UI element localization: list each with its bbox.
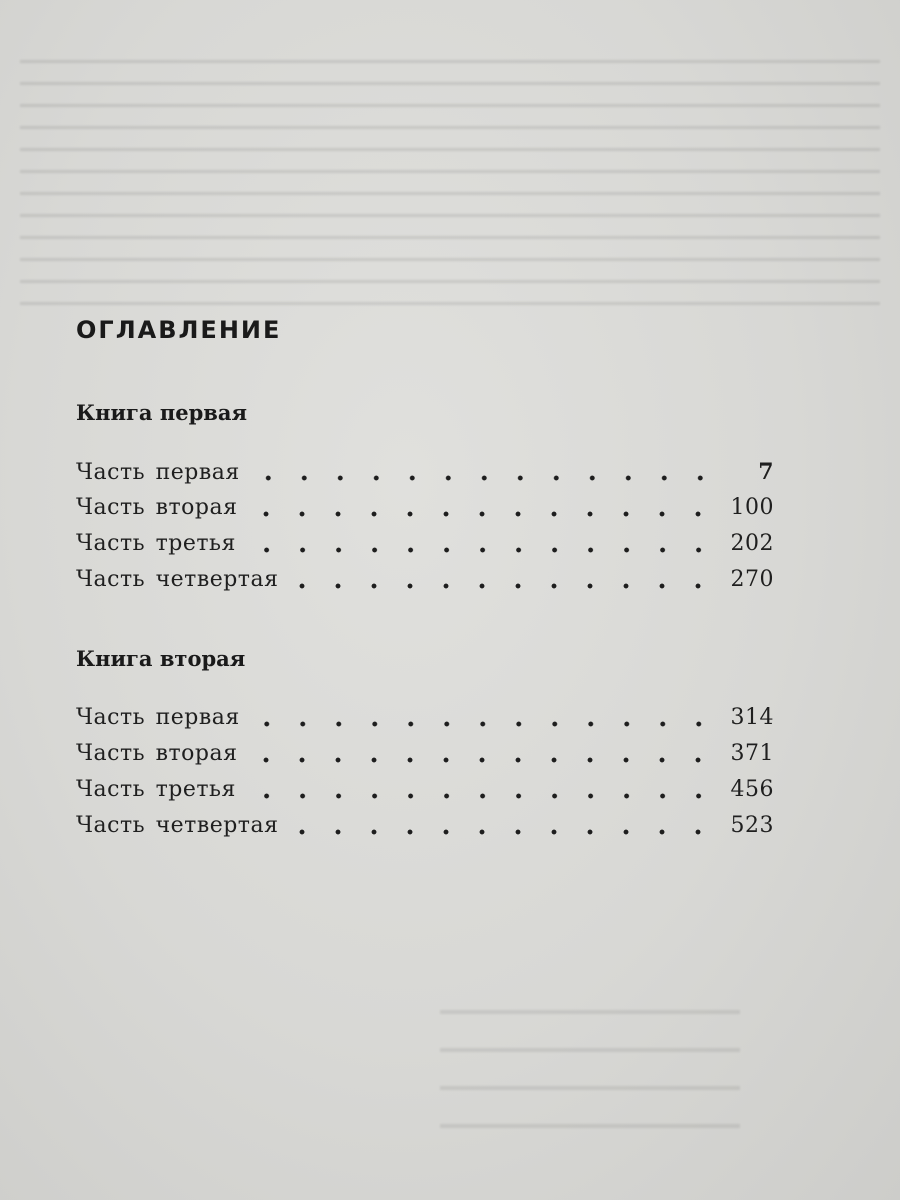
dot-leader (251, 509, 716, 519)
entry-page-number: 270 (730, 567, 774, 592)
entry-page-number: 202 (730, 531, 774, 556)
table-of-contents (76, 312, 774, 844)
toc-title: ОГЛАВЛЕНИЕ (76, 316, 282, 344)
toc-entries (76, 700, 774, 844)
toc-entry[interactable] (76, 562, 774, 598)
entry-label: Часть третья (76, 531, 236, 556)
entry-page-number: 456 (730, 777, 774, 802)
dot-leader (250, 791, 717, 801)
entry-label: Часть вторая (76, 495, 238, 520)
entry-page-number: 523 (730, 813, 774, 838)
entry-label: Часть четвертая (76, 813, 279, 838)
toc-entry[interactable] (76, 808, 774, 844)
toc-entry[interactable] (76, 490, 774, 526)
entry-label: Часть первая (76, 705, 240, 730)
book-title: Книга первая (76, 400, 247, 425)
book-section-1 (76, 398, 774, 598)
toc-entry[interactable] (76, 454, 774, 490)
entry-label: Часть вторая (76, 741, 238, 766)
entry-label: Часть первая (76, 460, 240, 485)
toc-entry[interactable] (76, 526, 774, 562)
dot-leader (292, 581, 716, 591)
entry-label: Часть третья (76, 777, 236, 802)
dot-leader (254, 473, 718, 483)
toc-entry[interactable] (76, 736, 774, 772)
toc-entries (76, 454, 774, 598)
bleed-through-text (20, 60, 880, 320)
book-section-2 (76, 644, 774, 844)
toc-entry[interactable] (76, 700, 774, 736)
bleed-through-text-bottom (440, 1010, 740, 1150)
dot-leader (250, 545, 717, 555)
entry-page-number: 100 (730, 495, 774, 520)
book-title: Книга вторая (76, 646, 246, 671)
entry-page-number: 371 (730, 741, 774, 766)
dot-leader (251, 755, 716, 765)
entry-label: Часть четвертая (76, 567, 279, 592)
dot-leader (292, 827, 716, 837)
entry-page-number: 7 (758, 459, 774, 485)
toc-entry[interactable] (76, 772, 774, 808)
dot-leader (254, 719, 717, 729)
entry-page-number: 314 (730, 705, 774, 730)
